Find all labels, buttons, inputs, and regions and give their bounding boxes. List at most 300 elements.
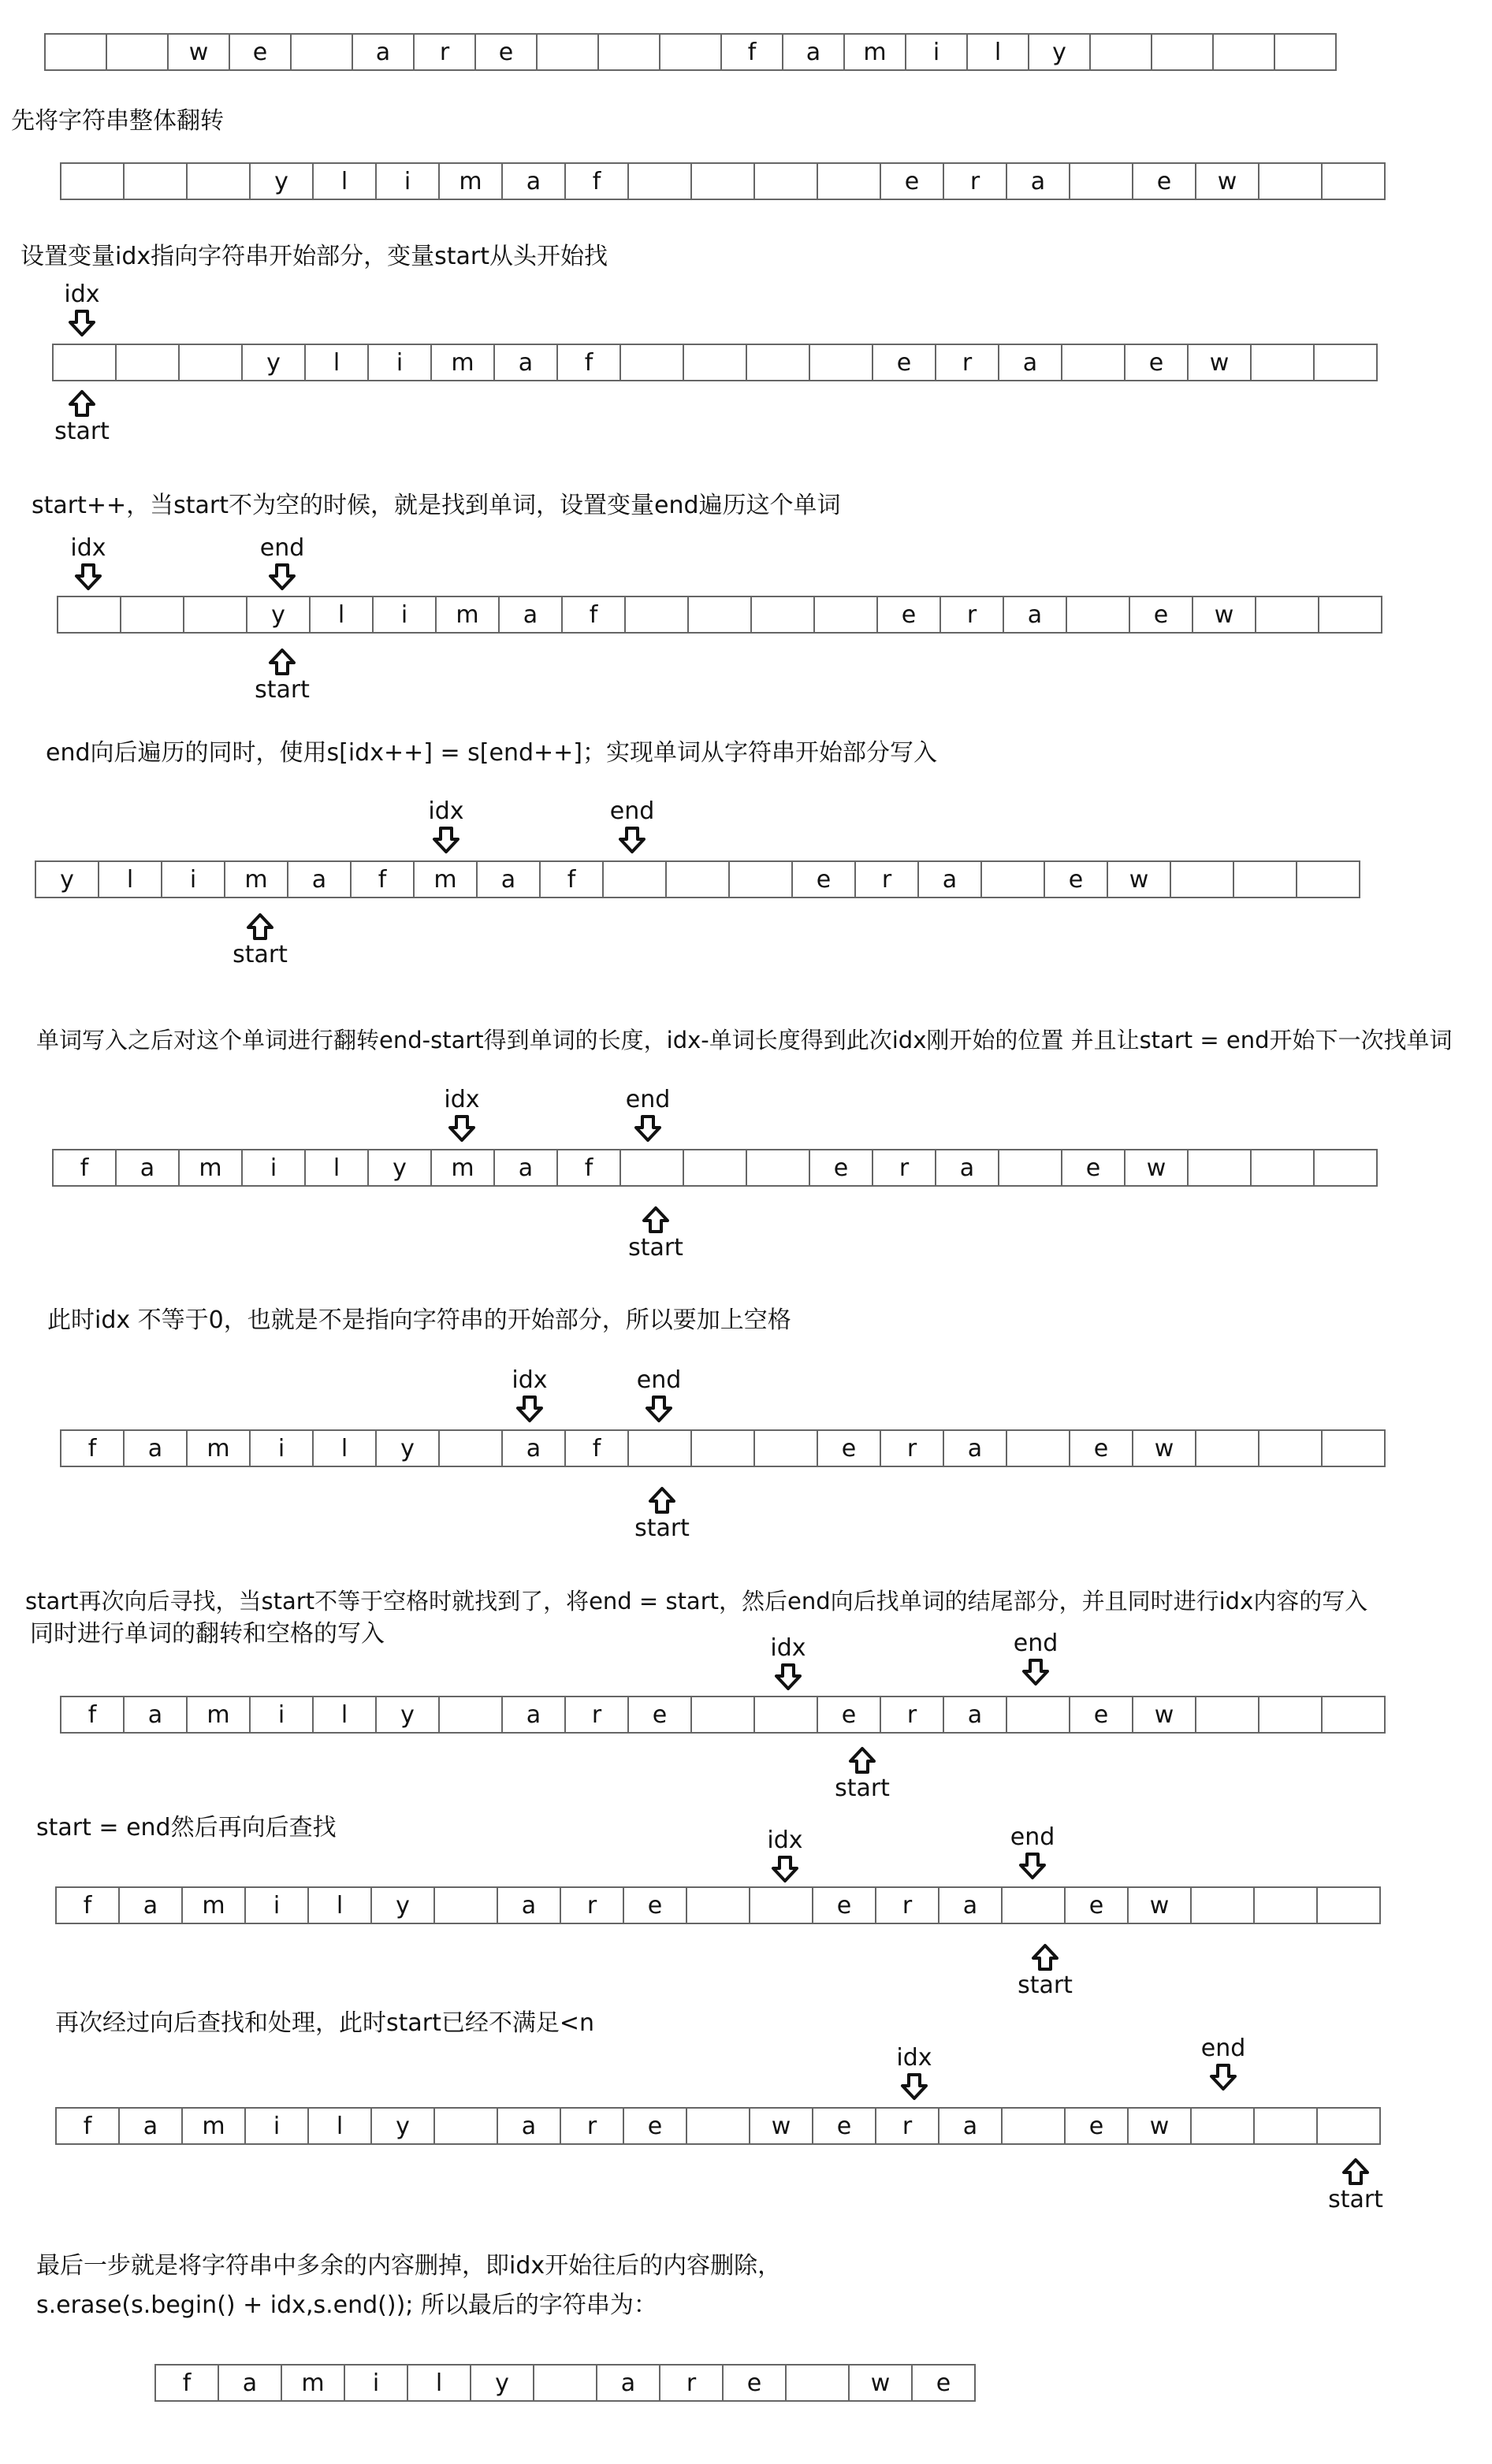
step-text-7b: 同时进行单词的翻转和空格的写入 (30, 1620, 385, 1648)
char-cell: r (566, 1696, 629, 1734)
end-label: end (1200, 2035, 1246, 2062)
char-cell (1323, 162, 1386, 200)
char-cell: r (876, 2107, 939, 2145)
char-cell (440, 1696, 503, 1734)
char-cell: f (57, 2107, 120, 2145)
idx-pointer-4 (415, 797, 478, 854)
string-row-reversed (60, 162, 1386, 200)
char-cell: y (377, 1429, 440, 1467)
up-arrow-icon (68, 389, 96, 418)
char-cell: r (873, 1149, 936, 1187)
char-cell: y (369, 1149, 432, 1187)
char-cell: e (1045, 860, 1108, 898)
char-cell: e (813, 1886, 876, 1924)
down-arrow-icon (432, 826, 460, 854)
char-cell: f (558, 1149, 621, 1187)
idx-label: idx (896, 2044, 932, 2072)
char-cell (755, 1696, 818, 1734)
char-cell (125, 162, 188, 200)
char-cell: l (309, 1886, 372, 1924)
char-cell (755, 162, 818, 200)
char-cell: i (906, 33, 968, 71)
end-label: end (259, 534, 305, 562)
up-arrow-icon (1031, 1943, 1059, 1972)
char-cell: r (561, 1886, 624, 1924)
up-arrow-icon (648, 1486, 676, 1514)
char-cell (1318, 1886, 1381, 1924)
char-cell: y (1029, 33, 1091, 71)
string-row-step8 (55, 1886, 1381, 1924)
char-cell (435, 2107, 498, 2145)
char-cell (1067, 596, 1130, 634)
start-pointer-3 (251, 648, 314, 704)
start-pointer-5 (624, 1206, 687, 1262)
char-cell: a (125, 1429, 188, 1467)
char-cell (534, 2364, 597, 2402)
char-cell (750, 1886, 813, 1924)
end-pointer-7 (1004, 1630, 1067, 1686)
char-cell: a (120, 1886, 183, 1924)
char-cell (1007, 1429, 1070, 1467)
char-cell: l (311, 596, 374, 634)
char-cell: e (1070, 1696, 1133, 1734)
char-cell (755, 1429, 818, 1467)
idx-label: idx (444, 1086, 480, 1113)
idx-pointer-8 (753, 1827, 817, 1883)
char-cell: l (306, 1149, 369, 1187)
char-cell (1255, 1886, 1318, 1924)
char-cell (660, 33, 722, 71)
char-cell (1003, 2107, 1066, 2145)
end-label: end (1013, 1630, 1059, 1657)
char-cell: i (251, 1429, 314, 1467)
char-cell (667, 860, 730, 898)
char-cell (1196, 1696, 1259, 1734)
up-arrow-icon (246, 912, 274, 941)
char-cell: l (408, 2364, 471, 2402)
char-cell (982, 860, 1045, 898)
string-row-step2 (52, 344, 1378, 381)
char-cell (684, 344, 747, 381)
char-cell (684, 1149, 747, 1187)
char-cell: e (1070, 1429, 1133, 1467)
char-cell: m (183, 1886, 246, 1924)
char-cell: w (1189, 344, 1252, 381)
char-cell: a (936, 1149, 999, 1187)
char-cell: y (243, 344, 306, 381)
char-cell (999, 1149, 1062, 1187)
char-cell: r (415, 33, 476, 71)
idx-label: idx (70, 534, 106, 562)
char-cell: e (913, 2364, 976, 2402)
char-cell (687, 2107, 750, 2145)
char-cell: e (1130, 596, 1193, 634)
char-cell: m (437, 596, 500, 634)
string-row-step3 (57, 596, 1382, 634)
end-label: end (1010, 1823, 1055, 1851)
step-text-1: 先将字符串整体翻转 (11, 107, 224, 135)
step-text-6: 此时idx 不等于0，也就是不是指向字符串的开始部分，所以要加上空格 (47, 1306, 791, 1334)
char-cell: i (374, 596, 437, 634)
char-cell: m (180, 1149, 243, 1187)
char-cell (440, 1429, 503, 1467)
idx-pointer-5 (430, 1086, 493, 1143)
char-cell (107, 33, 169, 71)
char-cell: e (476, 33, 538, 71)
end-label: end (625, 1086, 671, 1113)
char-cell (1192, 1886, 1255, 1924)
idx-label: idx (767, 1827, 803, 1854)
char-cell: f (54, 1149, 117, 1187)
end-pointer-9 (1192, 2035, 1255, 2091)
char-cell: r (856, 860, 919, 898)
char-cell: m (188, 1696, 251, 1734)
start-pointer-4 (229, 912, 292, 969)
char-cell: e (818, 1696, 881, 1734)
char-cell (1319, 596, 1382, 634)
char-cell: m (225, 860, 288, 898)
char-cell: a (503, 1696, 566, 1734)
char-cell (1255, 2107, 1318, 2145)
char-cell: e (624, 2107, 687, 2145)
char-cell (1252, 344, 1315, 381)
char-cell (1315, 1149, 1378, 1187)
idx-label: idx (770, 1634, 806, 1662)
start-pointer-2 (50, 389, 113, 446)
char-cell: l (99, 860, 162, 898)
char-cell: a (498, 1886, 561, 1924)
idx-pointer-6 (498, 1366, 561, 1423)
char-cell: w (1126, 1149, 1189, 1187)
down-arrow-icon (645, 1395, 673, 1423)
char-cell (61, 162, 125, 200)
char-cell: w (1129, 1886, 1192, 1924)
end-label: end (636, 1366, 682, 1394)
char-cell: m (432, 344, 495, 381)
char-cell: a (939, 1886, 1003, 1924)
char-cell: w (1133, 1429, 1196, 1467)
char-cell: a (498, 2107, 561, 2145)
char-cell (689, 596, 752, 634)
down-arrow-icon (1021, 1658, 1050, 1686)
char-cell (1062, 344, 1126, 381)
char-cell: a (219, 2364, 282, 2402)
char-cell: y (372, 1886, 435, 1924)
char-cell (538, 33, 599, 71)
char-cell: y (471, 2364, 534, 2402)
char-cell (1323, 1696, 1386, 1734)
char-cell (1003, 1886, 1066, 1924)
char-cell (1259, 1429, 1323, 1467)
char-cell (626, 596, 689, 634)
char-cell: e (873, 344, 936, 381)
idx-pointer-7 (757, 1634, 820, 1691)
char-cell: e (230, 33, 292, 71)
char-cell: a (125, 1696, 188, 1734)
char-cell: w (1196, 162, 1259, 200)
char-cell: a (495, 1149, 558, 1187)
char-cell: f (57, 1886, 120, 1924)
char-cell: e (1062, 1149, 1126, 1187)
char-cell: r (881, 1429, 944, 1467)
char-cell (1196, 1429, 1259, 1467)
down-arrow-icon (1018, 1852, 1047, 1880)
idx-label: idx (64, 281, 100, 308)
string-row-original (44, 33, 1337, 71)
char-cell (629, 162, 692, 200)
char-cell: r (876, 1886, 939, 1924)
end-pointer-6 (627, 1366, 690, 1423)
char-cell: r (941, 596, 1004, 634)
char-cell: a (503, 1429, 566, 1467)
char-cell (787, 2364, 850, 2402)
char-cell (621, 1149, 684, 1187)
char-cell: i (345, 2364, 408, 2402)
string-row-step6 (60, 1429, 1386, 1467)
char-cell: w (1133, 1696, 1196, 1734)
char-cell: e (818, 1429, 881, 1467)
char-cell (1252, 1149, 1315, 1187)
string-row-step7 (60, 1696, 1386, 1734)
char-cell (54, 344, 117, 381)
char-cell: a (999, 344, 1062, 381)
char-cell: m (415, 860, 478, 898)
char-cell (1256, 596, 1319, 634)
char-cell: a (944, 1696, 1007, 1734)
start-label: start (835, 1775, 890, 1802)
char-cell: m (282, 2364, 345, 2402)
char-cell (747, 344, 810, 381)
char-cell: i (162, 860, 225, 898)
char-cell (621, 344, 684, 381)
char-cell: a (597, 2364, 660, 2402)
char-cell (1275, 33, 1337, 71)
char-cell: w (1108, 860, 1171, 898)
end-pointer-8 (1001, 1823, 1064, 1880)
char-cell: w (169, 33, 230, 71)
idx-pointer-3 (57, 534, 120, 591)
char-cell (692, 162, 755, 200)
char-cell: y (372, 2107, 435, 2145)
char-cell: e (629, 1696, 692, 1734)
char-cell: i (377, 162, 440, 200)
step-text-9: 再次经过向后查找和处理，此时start已经不满足<n (55, 2009, 595, 2037)
start-label: start (1328, 2186, 1383, 2213)
char-cell: r (660, 2364, 724, 2402)
char-cell (180, 344, 243, 381)
char-cell (121, 596, 184, 634)
char-cell (1192, 2107, 1255, 2145)
up-arrow-icon (268, 648, 296, 676)
char-cell: e (1066, 2107, 1129, 2145)
char-cell (752, 596, 815, 634)
char-cell: a (783, 33, 845, 71)
char-cell: l (314, 1696, 377, 1734)
string-row-step4 (35, 860, 1360, 898)
char-cell (604, 860, 667, 898)
start-label: start (1018, 1972, 1073, 1999)
char-cell: w (750, 2107, 813, 2145)
down-arrow-icon (74, 563, 102, 591)
char-cell: f (61, 1696, 125, 1734)
char-cell (747, 1149, 810, 1187)
char-cell: a (919, 860, 982, 898)
char-cell: r (561, 2107, 624, 2145)
char-cell (184, 596, 247, 634)
char-cell (599, 33, 660, 71)
char-cell: a (944, 1429, 1007, 1467)
start-label: start (255, 676, 310, 704)
char-cell: f (61, 1429, 125, 1467)
char-cell: f (156, 2364, 219, 2402)
char-cell: e (793, 860, 856, 898)
char-cell (117, 344, 180, 381)
step-text-10a: 最后一步就是将字符串中多余的内容删掉，即idx开始往后的内容删除， (36, 2252, 782, 2280)
idx-label: idx (428, 797, 464, 825)
up-arrow-icon (1341, 2157, 1370, 2186)
char-cell (58, 596, 121, 634)
char-cell (1259, 1696, 1323, 1734)
step-text-8: start = end然后再向后查找 (36, 1814, 337, 1841)
char-cell: w (1129, 2107, 1192, 2145)
char-cell: e (1133, 162, 1196, 200)
char-cell: a (288, 860, 352, 898)
start-label: start (233, 941, 288, 968)
char-cell (46, 33, 107, 71)
start-label: start (628, 1234, 683, 1262)
char-cell: e (810, 1149, 873, 1187)
char-cell (1234, 860, 1297, 898)
char-cell: l (968, 33, 1029, 71)
end-pointer-4 (601, 797, 664, 854)
char-cell: f (722, 33, 783, 71)
down-arrow-icon (1209, 2063, 1237, 2091)
end-label: end (609, 797, 655, 825)
char-cell: i (369, 344, 432, 381)
char-cell: a (503, 162, 566, 200)
char-cell (1171, 860, 1234, 898)
char-cell: l (314, 162, 377, 200)
char-cell: a (939, 2107, 1003, 2145)
char-cell: e (881, 162, 944, 200)
char-cell: a (500, 596, 563, 634)
char-cell (1214, 33, 1275, 71)
step-text-7a: start再次向后寻找，当start不等于空格时就找到了，将end = start，然后end向后找单词的结尾部分，并且同时进行idx内容的写入 (25, 1588, 1368, 1615)
char-cell: f (563, 596, 626, 634)
char-cell (629, 1429, 692, 1467)
char-cell (435, 1886, 498, 1924)
char-cell: e (724, 2364, 787, 2402)
step-text-2: 设置变量idx指向字符串开始部分，变量start从头开始找 (20, 243, 608, 270)
down-arrow-icon (268, 563, 296, 591)
char-cell: e (1126, 344, 1189, 381)
char-cell: a (120, 2107, 183, 2145)
down-arrow-icon (515, 1395, 544, 1423)
char-cell (692, 1429, 755, 1467)
char-cell: a (495, 344, 558, 381)
char-cell: a (1007, 162, 1070, 200)
char-cell: m (188, 1429, 251, 1467)
idx-pointer-2 (50, 281, 113, 337)
char-cell (1189, 1149, 1252, 1187)
char-cell: i (243, 1149, 306, 1187)
start-pointer-8 (1014, 1943, 1077, 2000)
down-arrow-icon (448, 1114, 476, 1143)
char-cell: y (251, 162, 314, 200)
down-arrow-icon (771, 1855, 799, 1883)
down-arrow-icon (68, 309, 96, 337)
char-cell: e (624, 1886, 687, 1924)
char-cell: w (1193, 596, 1256, 634)
char-cell: r (944, 162, 1007, 200)
char-cell (818, 162, 881, 200)
char-cell (1318, 2107, 1381, 2145)
char-cell: e (878, 596, 941, 634)
char-cell: l (306, 344, 369, 381)
end-pointer-5 (616, 1086, 679, 1143)
step-text-4: end向后遍历的同时，使用s[idx++] = s[end++]；实现单词从字符串开始部分写入 (46, 739, 937, 767)
char-cell: w (850, 2364, 913, 2402)
char-cell: l (309, 2107, 372, 2145)
step-text-10b: s.erase(s.begin() + idx,s.end()); 所以最后的字符串为： (36, 2291, 657, 2319)
start-label: start (634, 1514, 690, 1542)
char-cell: y (377, 1696, 440, 1734)
char-cell: f (566, 1429, 629, 1467)
char-cell (810, 344, 873, 381)
down-arrow-icon (618, 826, 646, 854)
char-cell: i (246, 2107, 309, 2145)
step-text-5: 单词写入之后对这个单词进行翻转end-start得到单词的长度，idx-单词长度得到此次idx刚开始的位置 并且让start = end开始下一次找单词 (36, 1027, 1453, 1054)
char-cell: a (478, 860, 541, 898)
char-cell (1070, 162, 1133, 200)
char-cell (1152, 33, 1214, 71)
char-cell: m (432, 1149, 495, 1187)
step-text-3: start++，当start不为空的时候，就是找到单词，设置变量end遍历这个单词 (32, 492, 841, 519)
idx-pointer-9 (883, 2044, 946, 2101)
start-pointer-7 (831, 1746, 894, 1803)
string-row-step9 (55, 2107, 1381, 2145)
down-arrow-icon (634, 1114, 662, 1143)
char-cell (687, 1886, 750, 1924)
start-label: start (54, 418, 110, 445)
char-cell: i (251, 1696, 314, 1734)
char-cell: m (845, 33, 906, 71)
down-arrow-icon (900, 2072, 928, 2101)
idx-label: idx (512, 1366, 548, 1394)
end-pointer-3 (251, 534, 314, 591)
char-cell (1007, 1696, 1070, 1734)
char-cell: f (541, 860, 604, 898)
char-cell: f (558, 344, 621, 381)
char-cell (292, 33, 353, 71)
char-cell (1323, 1429, 1386, 1467)
char-cell: e (813, 2107, 876, 2145)
char-cell: e (1066, 1886, 1129, 1924)
char-cell: r (881, 1696, 944, 1734)
char-cell: r (936, 344, 999, 381)
char-cell: f (566, 162, 629, 200)
char-cell (1259, 162, 1323, 200)
up-arrow-icon (848, 1746, 876, 1775)
char-cell (692, 1696, 755, 1734)
start-pointer-9 (1324, 2157, 1387, 2214)
char-cell (815, 596, 878, 634)
down-arrow-icon (774, 1663, 802, 1691)
char-cell: a (117, 1149, 180, 1187)
char-cell (730, 860, 793, 898)
char-cell (1091, 33, 1152, 71)
string-row-step5 (52, 1149, 1378, 1187)
